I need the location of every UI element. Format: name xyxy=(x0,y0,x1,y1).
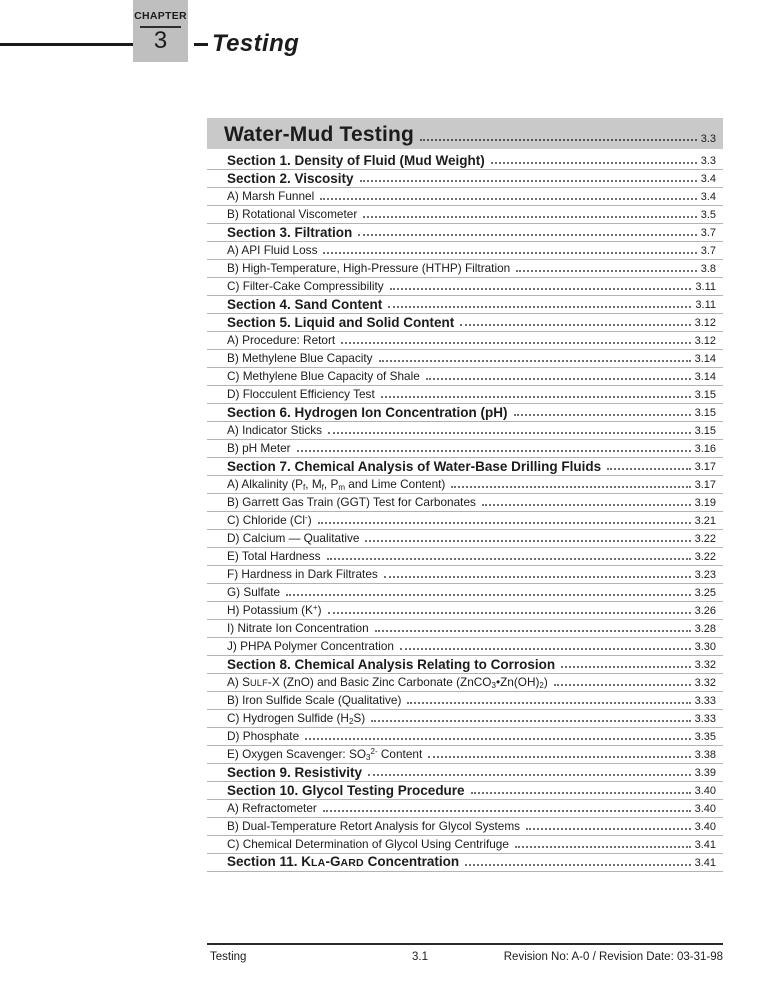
dotted-leader xyxy=(297,450,691,452)
chapter-label: CHAPTER xyxy=(134,10,187,22)
toc-entry-label: A) Marsh Funnel xyxy=(227,189,315,204)
toc-row xyxy=(207,674,723,692)
toc-entry-label: A) API Fluid Loss xyxy=(227,243,318,258)
dotted-leader xyxy=(491,162,697,164)
table-of-contents xyxy=(207,118,723,872)
dotted-leader xyxy=(561,666,691,668)
dotted-leader xyxy=(365,540,690,542)
toc-entry-page: 3.28 xyxy=(694,623,716,635)
toc-entry-page: 3.7 xyxy=(700,245,716,257)
footer-page-number: 3.1 xyxy=(412,951,428,963)
toc-entry-label: Section 6. Hydrogen Ion Concentration (pH) xyxy=(227,404,508,420)
toc-row xyxy=(207,638,723,656)
toc-entry-page: 3.33 xyxy=(694,713,716,725)
toc-title-label: Water-Mud Testing xyxy=(224,123,415,146)
toc-entry-page: 3.17 xyxy=(694,461,716,473)
toc-entry-label: B) Rotational Viscometer xyxy=(227,207,358,222)
dotted-leader xyxy=(516,270,697,272)
toc-row xyxy=(207,620,723,638)
toc-entry-label: Section 11. KLA-GARD Concentration xyxy=(227,854,460,870)
toc-entry-label: Section 7. Chemical Analysis of Water-Base Drilling Fluids xyxy=(227,458,602,474)
dotted-leader xyxy=(323,252,696,254)
toc-row xyxy=(207,728,723,746)
dotted-leader xyxy=(384,576,691,578)
toc-entry-page: 3.16 xyxy=(694,443,716,455)
toc-entry-label: Section 9. Resistivity xyxy=(227,764,363,780)
toc-row xyxy=(207,476,723,494)
toc-entry-page: 3.21 xyxy=(694,515,716,527)
toc-entry-page: 3.32 xyxy=(694,677,716,689)
dotted-leader xyxy=(465,864,690,866)
dotted-leader xyxy=(426,378,691,380)
footer-revision-info: Revision No: A-0 / Revision Date: 03-31-98 xyxy=(503,951,723,963)
toc-entry-page: 3.30 xyxy=(694,641,716,653)
toc-row xyxy=(207,188,723,206)
toc-entry-label: C) Filter-Cake Compressibility xyxy=(227,279,384,294)
chapter-box xyxy=(133,0,188,62)
toc-row xyxy=(207,800,723,818)
toc-entry-label: B) Methylene Blue Capacity xyxy=(227,351,373,366)
toc-title-page: 3.3 xyxy=(700,133,716,145)
toc-entry-label: C) Methylene Blue Capacity of Shale xyxy=(227,369,420,384)
toc-entry-label: J) PHPA Polymer Concentration xyxy=(227,639,394,654)
dotted-leader xyxy=(379,360,691,362)
dotted-leader xyxy=(320,198,697,200)
header-dash xyxy=(194,43,208,46)
toc-entry-page: 3.3 xyxy=(700,155,716,167)
toc-entry-label: Section 10. Glycol Testing Procedure xyxy=(227,782,465,798)
toc-row xyxy=(207,548,723,566)
page-title: Testing xyxy=(212,30,300,57)
toc-entry-label: D) Flocculent Efficiency Test xyxy=(227,387,375,402)
toc-entry-page: 3.14 xyxy=(694,371,716,383)
toc-row xyxy=(207,242,723,260)
dotted-leader xyxy=(471,792,691,794)
toc-entry-label: I) Nitrate Ion Concentration xyxy=(227,621,369,636)
toc-entry-label: E) Oxygen Scavenger: $SO_3^{2-}$ Content xyxy=(227,747,423,762)
toc-entry-label: C) Chemical Determination of Glycol Using Centrifuge xyxy=(227,837,509,852)
toc-entry-page: 3.41 xyxy=(694,839,716,851)
chapter-number: 3 xyxy=(153,26,168,54)
dotted-leader xyxy=(358,234,696,236)
dotted-leader xyxy=(451,486,690,488)
toc-entry-page: 3.17 xyxy=(694,479,716,491)
toc-entry-page: 3.12 xyxy=(694,335,716,347)
dotted-leader xyxy=(323,810,691,812)
toc-entry-page: 3.23 xyxy=(694,569,716,581)
toc-entry-page: 3.26 xyxy=(694,605,716,617)
toc-entry-label: Section 5. Liquid and Solid Content xyxy=(227,314,455,330)
toc-entry-label: Section 2. Viscosity xyxy=(227,170,354,186)
toc-entry-page: 3.38 xyxy=(694,749,716,761)
toc-entry-page: 3.8 xyxy=(700,263,716,275)
dotted-leader xyxy=(515,846,691,848)
toc-row xyxy=(207,818,723,836)
footer-document-title: Testing xyxy=(210,951,247,963)
toc-entry-page: 3.12 xyxy=(694,317,716,329)
toc-entry-page: 3.11 xyxy=(695,281,716,293)
toc-entry-page: 3.4 xyxy=(700,191,716,203)
toc-entry-page: 3.41 xyxy=(694,857,716,869)
dotted-leader xyxy=(607,468,690,470)
dotted-leader xyxy=(407,702,690,704)
toc-entry-label: A) Refractometer xyxy=(227,801,317,816)
toc-row xyxy=(207,584,723,602)
toc-row xyxy=(207,458,723,476)
toc-entry-label: H) Potassium (K+) xyxy=(227,603,322,618)
toc-row xyxy=(207,710,723,728)
dotted-leader xyxy=(363,216,696,218)
toc-row xyxy=(207,566,723,584)
toc-row xyxy=(207,206,723,224)
toc-entry-label: E) Total Hardness xyxy=(227,549,321,564)
toc-entry-page: 3.39 xyxy=(694,767,716,779)
dotted-leader xyxy=(305,738,690,740)
dotted-leader xyxy=(390,288,692,290)
toc-entry-page: 3.19 xyxy=(694,497,716,509)
dotted-leader xyxy=(375,630,691,632)
dotted-leader xyxy=(328,612,691,614)
toc-entry-label: F) Hardness in Dark Filtrates xyxy=(227,567,378,582)
toc-entry-label: A) SULF-X (ZnO) and Basic Zinc Carbonate $(ZnCO_3•Zn(OH)_2)$ xyxy=(227,675,548,690)
toc-row xyxy=(207,494,723,512)
toc-entry-page: 3.14 xyxy=(694,353,716,365)
toc-row xyxy=(207,422,723,440)
toc-entry-page: 3.25 xyxy=(694,587,716,599)
toc-entry-label: Section 8. Chemical Analysis Relating to Corrosion xyxy=(227,656,556,672)
toc-entry-page: 3.40 xyxy=(694,803,716,815)
toc-entry-page: 3.22 xyxy=(694,533,716,545)
toc-row xyxy=(207,854,723,872)
dotted-leader xyxy=(381,396,691,398)
toc-row xyxy=(207,404,723,422)
toc-entry-label: Section 4. Sand Content xyxy=(227,296,383,312)
dotted-leader xyxy=(341,342,690,344)
toc-entry-label: B) Dual-Temperature Retort Analysis for Glycol Systems xyxy=(227,819,521,834)
toc-entry-page: 3.5 xyxy=(700,209,716,221)
toc-entry-label: Section 1. Density of Fluid (Mud Weight) xyxy=(227,152,485,168)
footer-rule xyxy=(207,943,723,945)
dotted-leader xyxy=(514,414,691,416)
toc-row xyxy=(207,530,723,548)
toc-title-row xyxy=(207,118,723,149)
toc-row xyxy=(207,260,723,278)
header-rule xyxy=(0,43,134,46)
toc-row xyxy=(207,692,723,710)
toc-row xyxy=(207,602,723,620)
toc-entry-label: A) Indicator Sticks xyxy=(227,423,323,438)
dotted-leader xyxy=(482,504,691,506)
toc-row xyxy=(207,440,723,458)
toc-entry-label: A) Procedure: Retort xyxy=(227,333,336,348)
toc-row xyxy=(207,170,723,188)
toc-entry-label: C) Chloride (Cl-) xyxy=(227,513,312,528)
dotted-leader xyxy=(368,774,691,776)
dotted-leader xyxy=(318,522,691,524)
toc-entry-page: 3.15 xyxy=(694,407,716,419)
toc-row xyxy=(207,278,723,296)
toc-row xyxy=(207,386,723,404)
toc-entry-page: 3.15 xyxy=(694,389,716,401)
toc-entry-page: 3.32 xyxy=(694,659,716,671)
toc-entry-label: D) Calcium — Qualitative xyxy=(227,531,360,546)
dotted-leader xyxy=(400,648,691,650)
dotted-leader xyxy=(286,594,690,596)
toc-entry-label: B) High-Temperature, High-Pressure (HTHP) Filtration xyxy=(227,261,511,276)
toc-row xyxy=(207,296,723,314)
toc-row xyxy=(207,782,723,800)
toc-entry-page: 3.11 xyxy=(695,299,716,311)
toc-entry-page: 3.4 xyxy=(700,173,716,185)
toc-entry-label: B) Iron Sulfide Scale (Qualitative) xyxy=(227,693,402,708)
toc-entry-page: 3.40 xyxy=(694,785,716,797)
toc-entry-page: 3.35 xyxy=(694,731,716,743)
toc-row xyxy=(207,224,723,242)
dotted-leader xyxy=(428,756,690,758)
toc-entry-page: 3.22 xyxy=(694,551,716,563)
dotted-leader xyxy=(371,720,690,722)
toc-entry-label: Section 3. Filtration xyxy=(227,224,353,240)
toc-row xyxy=(207,314,723,332)
toc-entry-page: 3.33 xyxy=(694,695,716,707)
dotted-leader xyxy=(360,180,697,182)
toc-entry-page: 3.7 xyxy=(700,227,716,239)
dotted-leader xyxy=(328,432,691,434)
toc-row xyxy=(207,368,723,386)
toc-row xyxy=(207,152,723,170)
dotted-leader xyxy=(420,139,697,141)
toc-entry-label: G) Sulfate xyxy=(227,585,281,600)
toc-entry-label: C) Hydrogen Sulfide $(H_2S)$ xyxy=(227,711,366,726)
toc-row xyxy=(207,764,723,782)
toc-row xyxy=(207,350,723,368)
toc-row xyxy=(207,512,723,530)
toc-row xyxy=(207,746,723,764)
toc-row xyxy=(207,656,723,674)
dotted-leader xyxy=(327,558,691,560)
toc-row xyxy=(207,836,723,854)
toc-entry-label: B) Garrett Gas Train (GGT) Test for Carbonates xyxy=(227,495,476,510)
toc-entry-page: 3.40 xyxy=(694,821,716,833)
dotted-leader xyxy=(526,828,691,830)
dotted-leader xyxy=(554,684,691,686)
toc-rows xyxy=(207,152,723,872)
toc-row xyxy=(207,332,723,350)
toc-entry-label: B) pH Meter xyxy=(227,441,291,456)
toc-entry-label: A) Alkalinity ($P_f$, $M_f$, $P_m$ and Lime Content) xyxy=(227,477,446,492)
toc-entry-page: 3.15 xyxy=(694,425,716,437)
dotted-leader xyxy=(388,306,691,308)
dotted-leader xyxy=(460,324,690,326)
toc-entry-label: D) Phosphate xyxy=(227,729,300,744)
